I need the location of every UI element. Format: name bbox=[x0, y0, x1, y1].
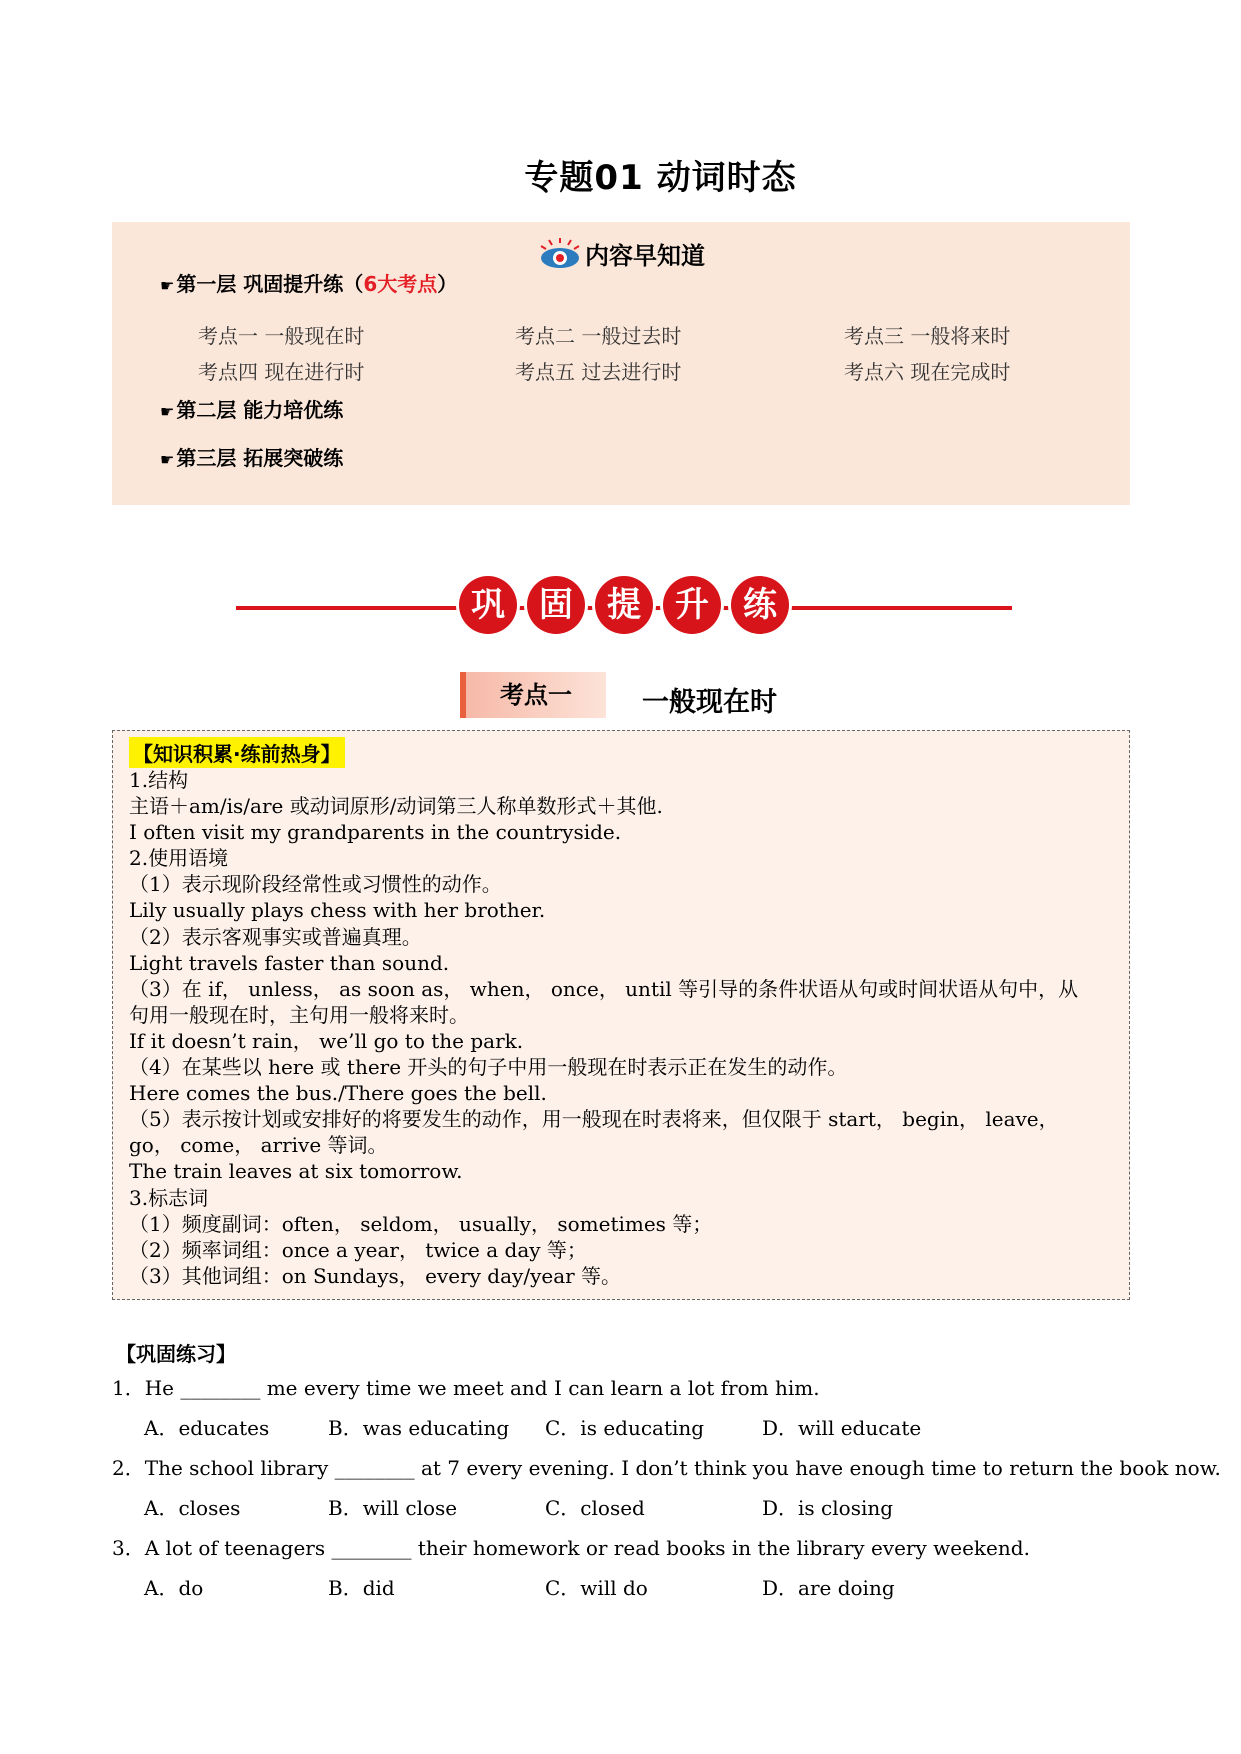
exam-point-6: 考点六 现在完成时 bbox=[844, 360, 1011, 384]
knowledge-line: （2）表示客观事实或普遍真理。 bbox=[129, 924, 422, 949]
option-d[interactable]: D．will educate bbox=[762, 1416, 922, 1440]
layer-1-close: ） bbox=[437, 272, 458, 296]
knowledge-line: Here comes the bus./There goes the bell. bbox=[129, 1081, 547, 1106]
option-a[interactable]: A．closes bbox=[144, 1496, 241, 1520]
knowledge-box bbox=[112, 730, 1130, 1300]
layer-3-title bbox=[160, 442, 343, 471]
knowledge-line: go， come， arrive 等词。 bbox=[129, 1133, 388, 1158]
layer-1-highlight: 6大考点 bbox=[363, 272, 438, 296]
option-b[interactable]: B．did bbox=[328, 1576, 395, 1600]
knowledge-line: 句用一般现在时，主句用一般将来时。 bbox=[129, 1002, 469, 1027]
option-b[interactable]: B．was educating bbox=[328, 1416, 510, 1440]
overview-heading-text: 内容早知道 bbox=[585, 242, 705, 270]
knowledge-line: （4）在某些以 here 或 there 开头的句子中用一般现在时表示正在发生的动作。 bbox=[129, 1055, 848, 1080]
pointing-hand-icon: ☛ bbox=[160, 276, 175, 295]
question-1: 1．He ________ me every time we meet and I can learn a lot from him. bbox=[112, 1376, 820, 1400]
option-c[interactable]: C．will do bbox=[545, 1576, 648, 1600]
knowledge-line: I often visit my grandparents in the countryside. bbox=[129, 820, 622, 845]
banner-char: 提 bbox=[595, 576, 653, 634]
layer-3-label: 第三层 拓展突破练 bbox=[176, 446, 344, 470]
option-d[interactable]: D．are doing bbox=[762, 1576, 895, 1600]
knowledge-lines bbox=[129, 767, 1115, 1289]
question-3: 3．A lot of teenagers ________ their homework or read books in the library every weekend. bbox=[112, 1536, 1030, 1560]
knowledge-line: （3）在 if， unless， as soon as， when， once， until 等引导的条件状语从句或时间状语从句中，从 bbox=[129, 976, 1079, 1001]
banner-char: 升 bbox=[663, 576, 721, 634]
knowledge-line: （1）表示现阶段经常性或习惯性的动作。 bbox=[129, 872, 502, 897]
exam-point-tag: 考点一 bbox=[460, 672, 606, 718]
knowledge-line: Light travels faster than sound. bbox=[129, 950, 450, 975]
exam-point-name: 一般现在时 bbox=[642, 687, 777, 718]
knowledge-line: 3.标志词 bbox=[129, 1185, 209, 1210]
banner-char: 固 bbox=[527, 576, 585, 634]
pointing-hand-icon: ☛ bbox=[160, 402, 175, 421]
section-banner bbox=[236, 574, 1012, 644]
exam-point-5: 考点五 过去进行时 bbox=[515, 360, 682, 384]
option-a[interactable]: A．educates bbox=[144, 1416, 270, 1440]
option-b[interactable]: B．will close bbox=[328, 1496, 458, 1520]
option-c[interactable]: C．closed bbox=[545, 1496, 645, 1520]
layer-1-label: 第一层 巩固提升练（ bbox=[176, 272, 364, 296]
exam-point-3: 考点三 一般将来时 bbox=[844, 324, 1011, 348]
banner-char: 练 bbox=[731, 576, 789, 634]
page-title: 专题01 动词时态 bbox=[524, 158, 797, 198]
pointing-hand-icon: ☛ bbox=[160, 450, 175, 469]
knowledge-line: If it doesn’t rain， we’ll go to the park. bbox=[129, 1028, 524, 1053]
option-d[interactable]: D．is closing bbox=[762, 1496, 894, 1520]
knowledge-line: 1.结构 bbox=[129, 768, 189, 792]
exam-point-1: 考点一 一般现在时 bbox=[198, 324, 365, 348]
layer-2-title bbox=[160, 394, 343, 423]
layer-2-label: 第二层 能力培优练 bbox=[176, 398, 344, 422]
question-2: 2．The school library ________ at 7 every evening. I don’t think you have enough time to return the book now. bbox=[112, 1456, 1221, 1480]
practice-label: 【巩固练习】 bbox=[116, 1342, 236, 1366]
knowledge-line: 主语＋am/is/are 或动词原形/动词第三人称单数形式＋其他. bbox=[129, 794, 663, 819]
knowledge-line: The train leaves at six tomorrow. bbox=[129, 1159, 463, 1184]
layer-1-title bbox=[160, 268, 457, 297]
exam-point-4: 考点四 现在进行时 bbox=[198, 360, 365, 384]
banner-char: 巩 bbox=[459, 576, 517, 634]
exam-point-2: 考点二 一般过去时 bbox=[515, 324, 682, 348]
eye-icon bbox=[537, 237, 583, 277]
option-c[interactable]: C．is educating bbox=[545, 1416, 705, 1440]
knowledge-line: Lily usually plays chess with her brother. bbox=[129, 898, 546, 923]
knowledge-line: （1）频度副词：often， seldom， usually， sometimes 等； bbox=[129, 1211, 713, 1236]
contents-overview bbox=[112, 222, 1130, 505]
knowledge-line: （5）表示按计划或安排好的将要发生的动作，用一般现在时表将来，但仅限于 start， begin， leave， bbox=[129, 1107, 1059, 1132]
knowledge-line: （3）其他词组：on Sundays， every day/year 等。 bbox=[129, 1263, 622, 1288]
option-a[interactable]: A．do bbox=[144, 1576, 204, 1600]
knowledge-label: 【知识积累·练前热身】 bbox=[129, 737, 345, 768]
knowledge-line: 2.使用语境 bbox=[129, 846, 229, 871]
knowledge-line: （2）频率词组：once a year， twice a day 等； bbox=[129, 1237, 587, 1262]
